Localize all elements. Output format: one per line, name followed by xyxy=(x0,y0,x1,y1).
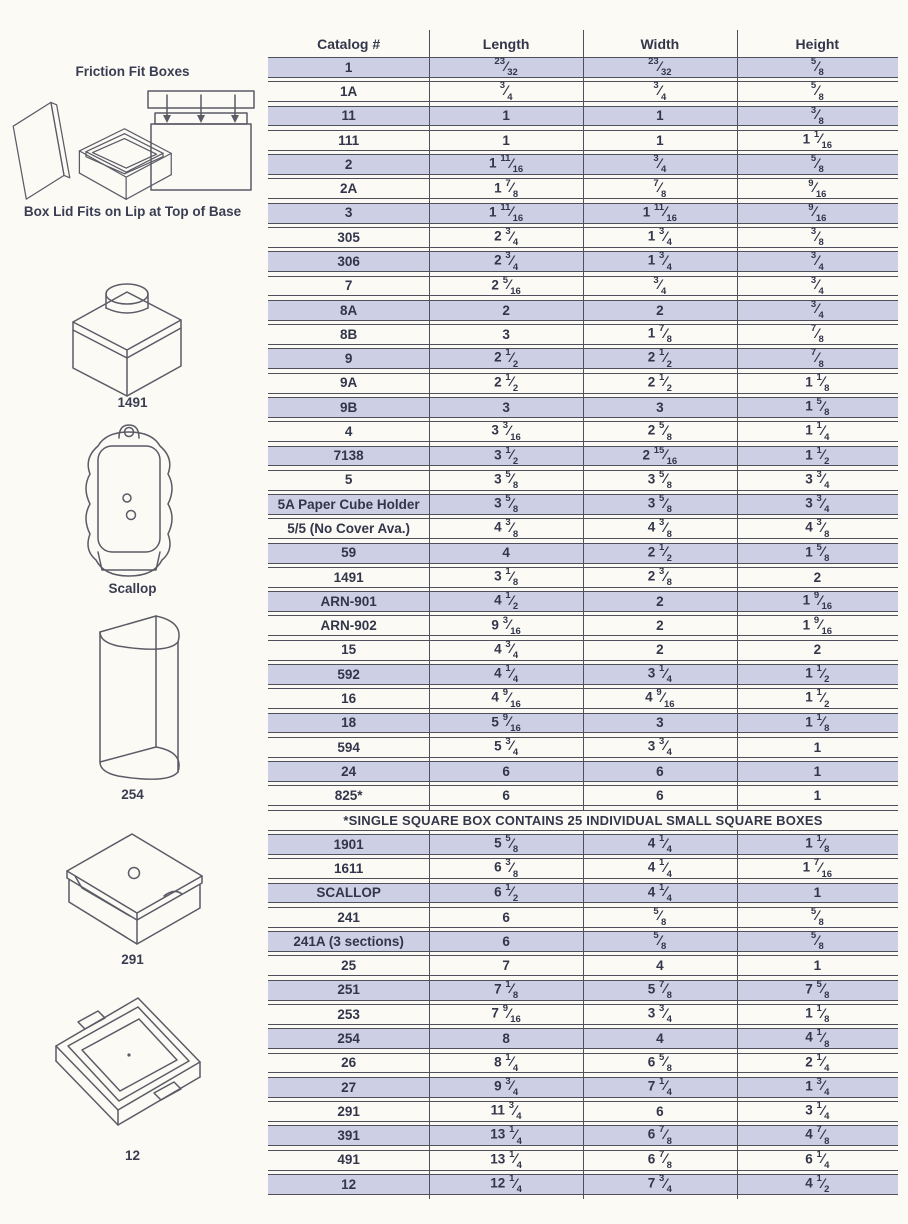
length-cell: 1 xyxy=(502,132,510,148)
catalog-cell: 5 xyxy=(344,472,353,488)
width-cell: 2 $^5⁄_8$ xyxy=(647,420,672,443)
height-cell: 1 xyxy=(813,788,822,804)
length-cell: 5 $^9⁄_{16}$ xyxy=(491,711,521,734)
height-cell: 1 $^7⁄_{16}$ xyxy=(802,857,833,880)
catalog-cell: ARN-901 xyxy=(320,593,377,609)
width-cell: 3 $^3⁄_4$ xyxy=(647,1003,672,1026)
catalog-cell: 26 xyxy=(341,1055,357,1071)
height-cell: 1 $^1⁄_8$ xyxy=(805,711,830,734)
length-cell: 3 $^5⁄_8$ xyxy=(494,493,519,516)
catalog-cell: 15 xyxy=(341,642,357,658)
catalog-cell: 111 xyxy=(338,132,360,148)
catalog-cell: 1611 xyxy=(333,860,364,876)
height-cell: 1 $^1⁄_8$ xyxy=(805,1003,830,1026)
catalog-cell: 251 xyxy=(337,982,360,998)
length-cell: 7 $^9⁄_{16}$ xyxy=(491,1003,521,1026)
length-cell: 13 $^1⁄_4$ xyxy=(490,1124,522,1147)
width-cell: 3 $^5⁄_8$ xyxy=(647,493,672,516)
width-cell: 2 xyxy=(656,642,664,658)
width-cell: 4 xyxy=(656,958,664,974)
height-cell: 1 $^1⁄_2$ xyxy=(805,687,830,710)
height-cell: 2 xyxy=(813,569,822,585)
catalog-cell: 592 xyxy=(337,666,360,682)
length-cell: 11 $^3⁄_4$ xyxy=(490,1100,522,1123)
length-cell: 6 $^1⁄_2$ xyxy=(494,881,519,904)
length-cell: 6 xyxy=(502,933,510,949)
length-cell: $^3⁄_4$ xyxy=(499,80,513,103)
height-cell: 4 $^1⁄_2$ xyxy=(805,1173,830,1196)
dimensions-table xyxy=(268,30,898,1198)
length-cell: $^{23}⁄_{32}$ xyxy=(494,56,518,79)
width-cell: 1 $^3⁄_4$ xyxy=(647,226,672,249)
length-cell: 3 $^3⁄_{16}$ xyxy=(491,420,521,443)
height-cell: 1 $^1⁄_{16}$ xyxy=(802,128,833,152)
length-cell: 6 xyxy=(502,763,510,779)
width-cell: 4 xyxy=(656,1030,664,1046)
length-cell: 8 $^1⁄_4$ xyxy=(494,1051,519,1074)
width-cell: 1 xyxy=(656,108,664,124)
height-cell: 4 $^1⁄_8$ xyxy=(805,1027,830,1050)
length-cell: 7 $^1⁄_8$ xyxy=(494,978,519,1001)
width-cell: $^3⁄_4$ xyxy=(653,80,667,103)
header-height: Height xyxy=(795,35,840,52)
height-cell: $^7⁄_8$ xyxy=(810,323,824,346)
catalog-cell: 9A xyxy=(340,375,358,391)
height-cell: $^5⁄_8$ xyxy=(810,80,824,103)
length-cell: 2 $^1⁄_2$ xyxy=(494,371,519,394)
length-cell: 2 $^1⁄_2$ xyxy=(494,347,519,370)
height-cell: 1 $^1⁄_2$ xyxy=(805,444,830,467)
width-cell: 3 $^1⁄_4$ xyxy=(647,663,672,686)
note-text: *SINGLE SQUARE BOX CONTAINS 25 INDIVIDUAL SMALL SQUARE BOXES xyxy=(343,812,823,828)
catalog-cell: 2 xyxy=(344,156,353,172)
height-cell: 1 $^3⁄_4$ xyxy=(805,1075,830,1099)
catalog-cell: 24 xyxy=(341,763,357,779)
width-cell: 1 $^3⁄_4$ xyxy=(647,250,672,273)
width-cell: 6 xyxy=(656,763,664,779)
length-cell: 1 $^{11}⁄_{16}$ xyxy=(489,153,524,176)
width-cell: 2 $^1⁄_2$ xyxy=(647,347,672,370)
length-cell: 5 $^3⁄_4$ xyxy=(494,735,519,759)
height-cell: 1 $^1⁄_4$ xyxy=(805,420,830,443)
catalog-cell: 241 xyxy=(337,909,360,925)
catalog-cell: 12 xyxy=(341,1176,357,1192)
catalog-cell: 8B xyxy=(340,326,358,342)
length-cell: 5 $^5⁄_8$ xyxy=(494,833,519,856)
length-cell: 4 $^1⁄_4$ xyxy=(494,663,519,686)
catalog-cell: 8A xyxy=(340,302,358,318)
scallop-figure xyxy=(72,422,187,582)
height-cell: $^5⁄_8$ xyxy=(810,930,824,953)
length-cell: 13 $^1⁄_4$ xyxy=(490,1148,522,1171)
table-note-row xyxy=(268,810,898,831)
width-cell: 2 xyxy=(656,302,664,318)
catalog-cell: 594 xyxy=(337,739,360,755)
height-cell: $^5⁄_8$ xyxy=(810,56,824,79)
catalog-cell: 3 xyxy=(344,205,353,221)
height-cell: $^3⁄_4$ xyxy=(810,298,824,322)
height-cell: 2 xyxy=(813,642,822,658)
catalog-cell: 2A xyxy=(340,181,358,197)
catalog-cell: 1901 xyxy=(333,836,364,852)
catalog-cell: 11 xyxy=(341,108,356,124)
length-cell: 4 $^3⁄_4$ xyxy=(494,638,519,662)
box-254-caption: 254 xyxy=(121,787,144,802)
length-cell: 3 $^1⁄_2$ xyxy=(494,444,519,467)
height-cell: 2 $^1⁄_4$ xyxy=(805,1051,830,1074)
length-cell: 1 $^{11}⁄_{16}$ xyxy=(489,201,524,224)
catalog-cell: 254 xyxy=(337,1030,360,1046)
width-cell: $^5⁄_8$ xyxy=(653,930,667,953)
column-divider xyxy=(737,30,739,1199)
length-cell: 4 $^3⁄_8$ xyxy=(494,517,519,540)
width-cell: $^3⁄_4$ xyxy=(653,274,667,297)
catalog-cell: 491 xyxy=(337,1152,360,1168)
width-cell: 6 xyxy=(656,1103,664,1119)
box-291-caption: 291 xyxy=(121,952,144,967)
catalog-cell: ARN-902 xyxy=(320,618,377,634)
box-12-caption: 12 xyxy=(124,1148,141,1163)
length-cell: 7 xyxy=(502,958,510,974)
length-cell: 2 $^3⁄_4$ xyxy=(494,226,519,249)
width-cell: 4 $^1⁄_4$ xyxy=(647,881,672,904)
friction-fit-figure xyxy=(5,86,260,201)
catalog-cell: 253 xyxy=(337,1006,360,1022)
height-cell: $^5⁄_8$ xyxy=(810,153,824,176)
width-cell: 2 $^1⁄_2$ xyxy=(647,541,672,564)
length-cell: 2 $^3⁄_4$ xyxy=(494,250,519,273)
catalog-cell: 7 xyxy=(344,278,353,294)
width-cell: 4 $^1⁄_4$ xyxy=(647,857,672,880)
catalog-cell: 25 xyxy=(341,958,357,974)
width-cell: 3 $^5⁄_8$ xyxy=(647,468,672,492)
height-cell: 1 $^5⁄_8$ xyxy=(805,541,830,564)
catalog-cell: 27 xyxy=(341,1079,357,1095)
height-cell: 1 xyxy=(813,739,822,755)
height-cell: 6 $^1⁄_4$ xyxy=(805,1148,830,1171)
length-cell: 1 $^7⁄_8$ xyxy=(494,177,519,200)
width-cell: 6 $^7⁄_8$ xyxy=(647,1148,672,1171)
header-catalog: Catalog # xyxy=(317,35,381,52)
length-cell: 9 $^3⁄_{16}$ xyxy=(491,614,521,637)
scallop-caption: Scallop xyxy=(108,581,157,596)
height-cell: 1 $^1⁄_8$ xyxy=(805,371,830,394)
catalog-cell: 9B xyxy=(340,399,358,415)
catalog-cell: 1491 xyxy=(333,569,364,585)
catalog-cell: 4 xyxy=(344,423,353,439)
height-cell: 7 $^5⁄_8$ xyxy=(805,978,830,1001)
height-cell: 1 $^9⁄_{16}$ xyxy=(802,614,833,637)
figures-column xyxy=(0,0,265,1224)
length-cell: 4 $^9⁄_{16}$ xyxy=(491,687,521,710)
lid-fit-caption: Box Lid Fits on Lip at Top of Base xyxy=(23,204,242,219)
length-cell: 3 $^5⁄_8$ xyxy=(494,468,519,492)
width-cell: 7 $^1⁄_4$ xyxy=(647,1075,672,1099)
catalog-cell: 5/5 (No Cover Ava.) xyxy=(287,521,411,537)
length-cell: 4 xyxy=(502,545,510,561)
width-cell: 2 $^3⁄_8$ xyxy=(647,566,672,589)
width-cell: $^7⁄_8$ xyxy=(653,177,667,200)
width-cell: 2 xyxy=(656,618,664,634)
catalog-cell: 16 xyxy=(341,691,357,706)
height-cell: 4 $^3⁄_8$ xyxy=(805,517,830,540)
column-divider xyxy=(429,30,431,1199)
catalog-cell: 59 xyxy=(341,545,357,561)
height-cell: 1 $^1⁄_2$ xyxy=(805,663,830,686)
height-cell: 1 xyxy=(813,763,822,779)
length-cell: 2 $^5⁄_{16}$ xyxy=(491,274,521,297)
catalog-cell: SCALLOP xyxy=(316,885,381,901)
length-cell: 6 $^3⁄_8$ xyxy=(494,857,519,880)
width-cell: 4 $^1⁄_4$ xyxy=(647,833,672,856)
column-divider xyxy=(583,30,585,1199)
height-cell: $^9⁄_{16}$ xyxy=(808,201,827,224)
length-cell: 6 xyxy=(502,788,510,804)
width-cell: 4 $^9⁄_{16}$ xyxy=(645,687,675,710)
box-1491-caption: 1491 xyxy=(117,395,148,410)
width-cell: 2 $^{15}⁄_{16}$ xyxy=(642,444,678,467)
width-cell: 7 $^3⁄_4$ xyxy=(647,1173,672,1196)
height-cell: $^3⁄_8$ xyxy=(810,104,824,127)
length-cell: 3 xyxy=(502,326,510,342)
width-cell: $^{23}⁄_{32}$ xyxy=(648,56,672,79)
height-cell: 1 $^1⁄_8$ xyxy=(805,833,830,856)
catalog-cell: 18 xyxy=(341,715,357,731)
height-cell: $^3⁄_4$ xyxy=(810,250,824,273)
friction-fit-heading: Friction Fit Boxes xyxy=(75,64,190,79)
height-cell: 1 xyxy=(813,885,822,901)
width-cell: 3 xyxy=(656,399,664,415)
width-cell: 1 $^{11}⁄_{16}$ xyxy=(642,201,677,224)
width-cell: 3 xyxy=(656,715,664,731)
width-cell: 6 $^7⁄_8$ xyxy=(647,1124,672,1147)
width-cell: 4 $^3⁄_8$ xyxy=(647,517,672,540)
catalog-cell: 305 xyxy=(337,229,360,245)
height-cell: $^9⁄_{16}$ xyxy=(808,177,827,200)
length-cell: 6 xyxy=(502,909,510,925)
height-cell: 4 $^7⁄_8$ xyxy=(805,1124,830,1147)
catalog-cell: 7138 xyxy=(333,448,364,464)
box-291-figure xyxy=(52,816,217,951)
height-cell: 3 $^3⁄_4$ xyxy=(805,468,830,492)
length-cell: 1 xyxy=(502,108,510,124)
length-cell: 12 $^1⁄_4$ xyxy=(490,1173,522,1196)
catalog-cell: 1A xyxy=(340,83,358,99)
height-cell: 1 $^5⁄_8$ xyxy=(805,396,830,419)
height-cell: 1 $^9⁄_{16}$ xyxy=(802,590,833,613)
length-cell: 4 $^1⁄_2$ xyxy=(494,590,519,613)
width-cell: 2 $^1⁄_2$ xyxy=(647,371,672,394)
height-cell: $^3⁄_8$ xyxy=(810,226,824,249)
height-cell: 1 xyxy=(813,958,822,974)
width-cell: 6 $^5⁄_8$ xyxy=(647,1051,672,1074)
width-cell: 1 xyxy=(656,132,664,148)
length-cell: 3 $^1⁄_8$ xyxy=(494,566,519,589)
length-cell: 2 xyxy=(502,302,510,318)
width-cell: 2 xyxy=(656,593,664,609)
catalog-cell: 825* xyxy=(334,788,363,804)
height-cell: 3 $^1⁄_4$ xyxy=(805,1100,830,1123)
header-length: Length xyxy=(482,35,530,52)
catalog-cell: 391 xyxy=(337,1128,360,1144)
height-cell: 3 $^3⁄_4$ xyxy=(805,493,830,516)
width-cell: $^3⁄_4$ xyxy=(653,153,667,176)
catalog-cell: 9 xyxy=(344,351,353,367)
box-1491-figure xyxy=(55,260,200,398)
height-cell: $^7⁄_8$ xyxy=(810,347,824,370)
catalog-cell: 241A (3 sections) xyxy=(293,933,404,949)
length-cell: 8 xyxy=(502,1030,510,1046)
width-cell: 1 $^7⁄_8$ xyxy=(647,323,672,346)
height-cell: $^3⁄_4$ xyxy=(810,274,824,297)
width-cell: 5 $^7⁄_8$ xyxy=(647,978,672,1001)
table-header xyxy=(268,30,898,57)
length-cell: 3 xyxy=(502,399,510,415)
header-width: Width xyxy=(640,35,680,52)
width-cell: $^5⁄_8$ xyxy=(653,905,667,929)
catalog-cell: 291 xyxy=(337,1103,360,1119)
box-12-figure xyxy=(38,984,218,1144)
catalog-cell: 5A Paper Cube Holder xyxy=(277,496,420,512)
length-cell: 9 $^3⁄_4$ xyxy=(494,1075,519,1099)
width-cell: 6 xyxy=(656,788,664,804)
box-254-figure xyxy=(78,604,193,786)
width-cell: 3 $^3⁄_4$ xyxy=(647,735,672,759)
catalog-cell: 1 xyxy=(344,59,353,75)
catalog-cell: 306 xyxy=(337,253,360,269)
height-cell: $^5⁄_8$ xyxy=(810,905,824,929)
